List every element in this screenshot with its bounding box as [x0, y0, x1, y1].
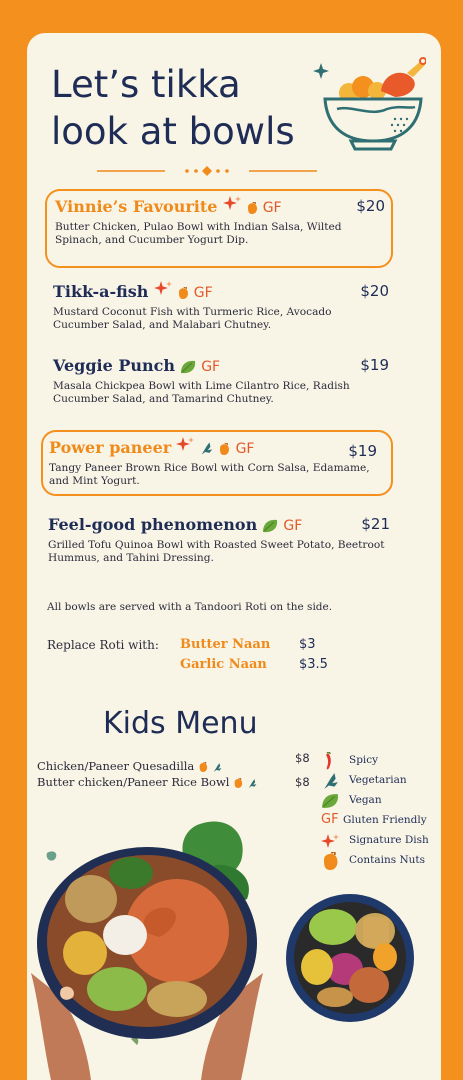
menu-item-price: $21 [361, 515, 390, 533]
naan-option-price: $3 [299, 637, 316, 652]
sparkle-icon [154, 281, 172, 295]
sparkle-icon [321, 832, 339, 850]
vegan-leaf-icon [321, 792, 339, 810]
menu-item[interactable] [53, 282, 389, 332]
naan-option-name: Garlic Naan [180, 657, 267, 672]
menu-item-price: $19 [360, 356, 389, 374]
page-title: Let’s tikka look at bowls [51, 63, 295, 153]
kids-menu-item[interactable] [37, 775, 257, 789]
menu-item-description: Butter Chicken, Pulao Bowl with Indian Salsa, Wilted Spinach, and Cucumber Yogurt Dip. [55, 221, 342, 246]
menu-item-description: Grilled Tofu Quinoa Bowl with Roasted Sweet Potato, Beetroot Hummus, and Tahini Dressing. [48, 539, 385, 564]
nut-icon [321, 852, 339, 870]
menu-item-name: Power paneer [49, 438, 172, 457]
gf-badge: GF [235, 441, 255, 457]
gf-badge: GF [262, 200, 282, 216]
kids-item-name: Chicken/Paneer Quesadilla [37, 759, 195, 773]
gf-badge: GF [193, 285, 213, 301]
kids-menu-item[interactable] [37, 759, 222, 773]
menu-item[interactable] [48, 515, 390, 565]
gf-badge: GF [283, 518, 303, 534]
bowl-photo-hands [27, 813, 267, 1080]
menu-item-name: Vinnie’s Favourite [55, 197, 218, 216]
kids-item-price: $8 [295, 751, 310, 765]
chili-icon [321, 752, 339, 770]
nut-icon [233, 778, 243, 788]
naan-option-name: Butter Naan [180, 637, 271, 652]
menu-item-description: Mustard Coconut Fish with Turmeric Rice, Avocado Cucumber Salad, and Malabari Chutney. [53, 306, 332, 331]
vegetarian-leaf-icon [199, 441, 213, 456]
served-note: All bowls are served with a Tandoori Roti on the side. [47, 601, 333, 613]
menu-item[interactable] [53, 356, 389, 406]
kids-item-price: $8 [295, 775, 310, 789]
naan-option-price: $3.5 [299, 657, 328, 672]
sparkle-icon [223, 196, 241, 210]
vegetarian-leaf-icon [247, 778, 257, 789]
vegetarian-leaf-icon [321, 772, 339, 790]
gf-text-icon: GF [321, 812, 339, 827]
menu-item-price: $20 [356, 197, 385, 215]
menu-item[interactable] [45, 189, 393, 268]
menu-item-description: Masala Chickpea Bowl with Lime Cilantro Rice, Radish Cucumber Salad, and Tamarind Chutney. [53, 380, 350, 405]
nut-icon [177, 287, 189, 299]
bowl-illustration-icon [311, 53, 426, 153]
menu-item-price: $19 [348, 442, 377, 460]
menu-item-name: Tikk-a-fish [53, 282, 149, 301]
sparkle-icon [176, 437, 194, 451]
menu-item-name: Veggie Punch [53, 356, 175, 375]
ornament-divider [97, 163, 317, 179]
menu-item-description: Tangy Paneer Brown Rice Bowl with Corn Salsa, Edamame, and Mint Yogurt. [49, 462, 370, 487]
nut-icon [198, 762, 208, 772]
nut-icon [218, 443, 230, 455]
vegan-leaf-icon [180, 360, 196, 374]
kids-menu-title: Kids Menu [103, 706, 258, 741]
replace-label: Replace Roti with: [47, 638, 159, 652]
kids-item-name: Butter chicken/Paneer Rice Bowl [37, 775, 230, 789]
bowl-photo-right [285, 893, 415, 1023]
menu-item-price: $20 [360, 282, 389, 300]
vegan-leaf-icon [262, 519, 278, 533]
menu-item[interactable] [41, 430, 393, 496]
menu-item-name: Feel-good phenomenon [48, 515, 258, 534]
nut-icon [246, 202, 258, 214]
vegetarian-leaf-icon [212, 762, 222, 773]
gf-badge: GF [201, 359, 221, 375]
menu-card: Let’s tikka look at bowls Vinnie’s Favourite GF $20 Butter Chicken, Pulao Bowl with Indian Salsa, Wilted Spinach, and Cucumber Yogurt Dip. Tikk-a-fish GF $20 Mustard Coconut Fish with Turmeric Rice, Avocado Cucumber Salad, and Malabari Chutney. Veggie Punch GF $19 Masala Chickpea Bowl with Lime Cilantro Rice, Radish Cucumber Salad, and Tamarind Chutney. Power paneer GF $19 Tangy Paneer Brown Rice Bowl with Corn Salsa, Edamame, and Mint Yogurt. Feel-good phenomenon GF $21 Grilled Tofu Quinoa Bowl with Roasted Sweet Potato, Beetroot Hummus, and Tahini Dressing. All bowls are served with a Tandoori Roti on the side. Replace Roti with: Butter Naan $3 Garlic Naan $3.5 Kids Menu Chicken/Paneer Quesadilla $8 Butter chicken/Paneer Rice Bowl $8 Spicy Vegetarian Vegan GF Gluten Friendly Signature Dish Contains Nuts [27, 33, 441, 1080]
